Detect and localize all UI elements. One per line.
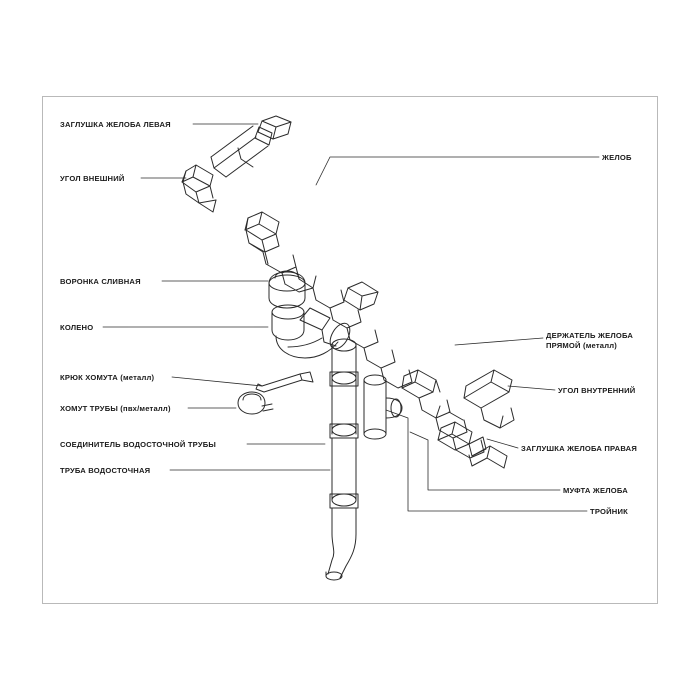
label-inner-corner: УГОЛ ВНУТРЕННИЙ: [558, 386, 636, 395]
label-clamp-hook-metal: КРЮК ХОМУТА (металл): [60, 373, 155, 382]
leader-gutter-coupler: [410, 432, 560, 490]
tee-part: [364, 375, 402, 439]
drain-funnel-part: [269, 271, 305, 308]
leader-gutter: [316, 157, 599, 185]
inner-corner-part: [464, 370, 514, 428]
label-gutter-end-cap-left: ЗАГЛУШКА ЖЕЛОБА ЛЕВАЯ: [60, 120, 171, 129]
gutter-end-cap-right-part: [438, 422, 486, 456]
label-tee: ТРОЙНИК: [590, 507, 628, 516]
gutter-bracket-part: [402, 370, 450, 418]
gutter-middle-run: [245, 212, 412, 388]
gutter-coupler-part: [344, 282, 378, 310]
leader-inner-corner: [508, 386, 555, 390]
label-drain-funnel: ВОРОНКА СЛИВНАЯ: [60, 277, 141, 286]
outer-corner-part: [182, 165, 216, 212]
gutter-right-tail: [469, 446, 507, 468]
label-gutter-coupler: МУФТА ЖЕЛОБА: [563, 486, 628, 495]
label-outer-corner: УГОЛ ВНЕШНИЙ: [60, 174, 125, 183]
label-downpipe: ТРУБА ВОДОСТОЧНАЯ: [60, 466, 151, 475]
elbow-part: [272, 305, 354, 358]
label-pipe-clamp: ХОМУТ ТРУБЫ (пвх/металл): [60, 404, 171, 413]
label-gutter: ЖЕЛОБ: [602, 153, 632, 162]
label-downpipe-connector: СОЕДИНИТЕЛЬ ВОДОСТОЧНОЙ ТРУБЫ: [60, 440, 217, 449]
label-gutter-end-cap-right: ЗАГЛУШКА ЖЕЛОБА ПРАВАЯ: [521, 444, 637, 453]
gutter-upper-left-body: [211, 126, 268, 177]
clamp-hook-part: [256, 372, 313, 392]
leader-gutter-bracket: [455, 338, 543, 345]
label-gutter-bracket-straight-metal: ДЕРЖАТЕЛЬ ЖЕЛОБА ПРЯМОЙ (металл): [546, 331, 634, 350]
gutter-lower-right-run: [436, 412, 484, 458]
gutter-end-cap-left-part: [255, 116, 291, 145]
downpipe-part: [326, 339, 358, 580]
pipe-clamp-part: [238, 392, 273, 414]
leader-tee: [386, 410, 587, 511]
leader-clamp-hook: [172, 377, 262, 386]
label-elbow: КОЛЕНО: [60, 323, 94, 332]
